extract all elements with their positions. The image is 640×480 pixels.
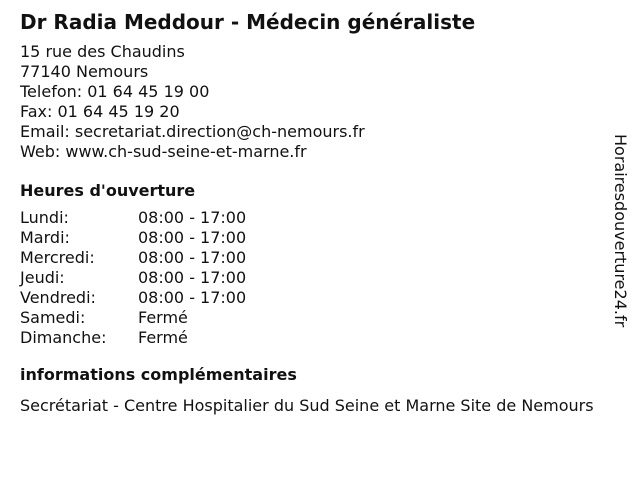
time-value: 08:00 - 17:00 bbox=[138, 208, 247, 227]
phone-number: Telefon: 01 64 45 19 00 bbox=[20, 82, 210, 101]
hours-row-saturday bbox=[20, 308, 620, 328]
site-brand-link[interactable]: Horairesdouverture24.fr bbox=[611, 134, 630, 328]
fax-number: Fax: 01 64 45 19 20 bbox=[20, 102, 180, 121]
opening-hours-table bbox=[20, 208, 620, 348]
time-value: 08:00 - 17:00 bbox=[138, 288, 247, 307]
hours-row-wednesday bbox=[20, 248, 620, 268]
time-value: 08:00 - 17:00 bbox=[138, 228, 247, 247]
time-value: Fermé bbox=[138, 308, 188, 327]
time-value: 08:00 - 17:00 bbox=[138, 248, 247, 267]
additional-info-heading: informations complémentaires bbox=[20, 365, 297, 384]
hours-row-monday bbox=[20, 208, 620, 228]
day-label: Jeudi: bbox=[20, 268, 65, 287]
contact-block bbox=[20, 42, 620, 162]
hours-row-friday bbox=[20, 288, 620, 308]
day-label: Dimanche: bbox=[20, 328, 107, 347]
address-city: 77140 Nemours bbox=[20, 62, 149, 81]
day-label: Lundi: bbox=[20, 208, 69, 227]
opening-hours-heading: Heures d'ouverture bbox=[20, 181, 196, 200]
practice-card bbox=[20, 8, 620, 416]
address-street: 15 rue des Chaudins bbox=[20, 42, 185, 61]
time-value: Fermé bbox=[138, 328, 188, 347]
hours-row-sunday bbox=[20, 328, 620, 348]
day-label: Samedi: bbox=[20, 308, 86, 327]
hours-row-thursday bbox=[20, 268, 620, 288]
email-address: Email: secretariat.direction@ch-nemours.fr bbox=[20, 122, 365, 141]
day-label: Mardi: bbox=[20, 228, 70, 247]
additional-info-text: Secrétariat - Centre Hospitalier du Sud Seine et Marne Site de Nemours bbox=[20, 396, 594, 415]
time-value: 08:00 - 17:00 bbox=[138, 268, 247, 287]
page-title: Dr Radia Meddour - Médecin généraliste bbox=[20, 10, 476, 34]
hours-row-tuesday bbox=[20, 228, 620, 248]
website-address: Web: www.ch-sud-seine-et-marne.fr bbox=[20, 142, 307, 161]
day-label: Mercredi: bbox=[20, 248, 95, 267]
day-label: Vendredi: bbox=[20, 288, 96, 307]
